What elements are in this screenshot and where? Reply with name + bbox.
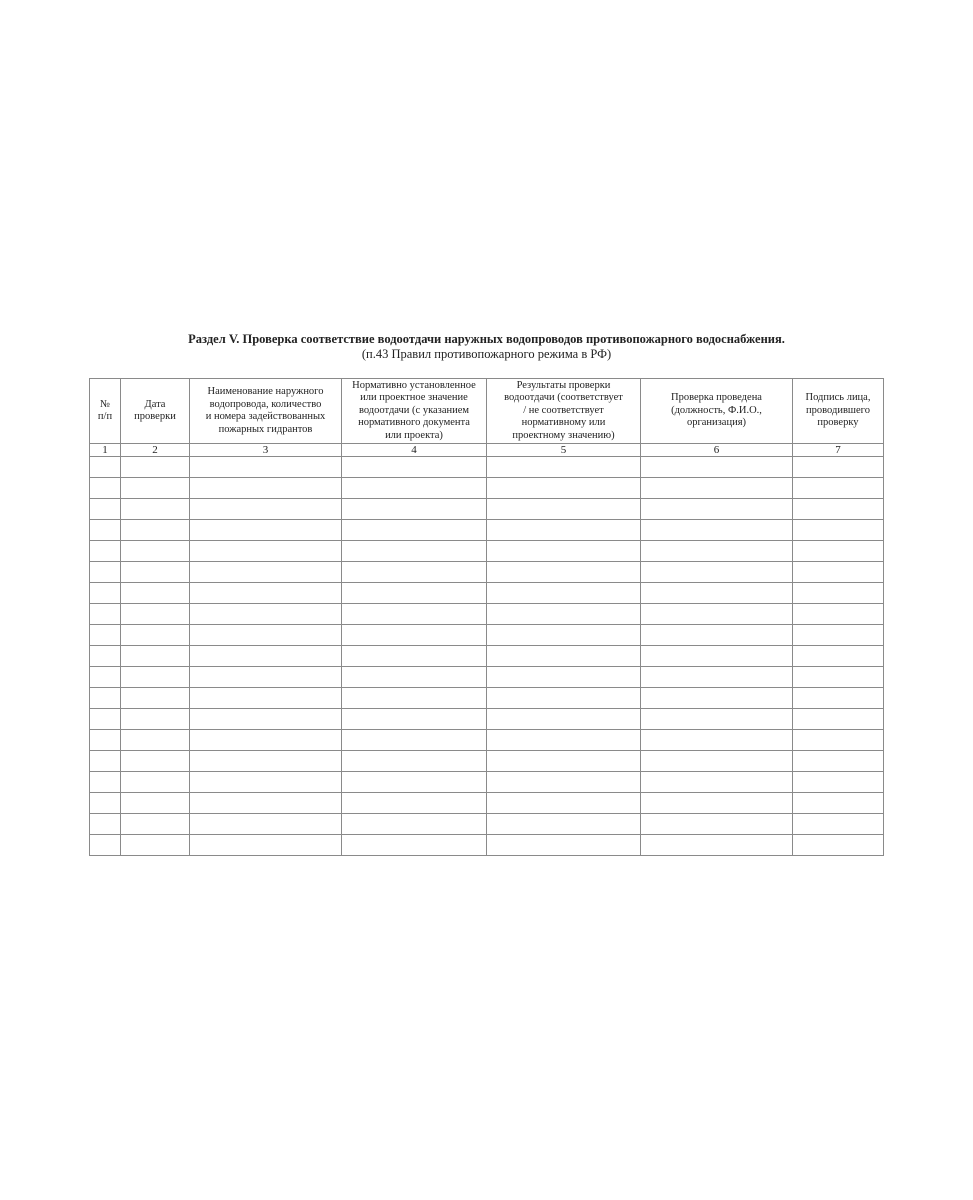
table-cell bbox=[641, 478, 793, 499]
table-row bbox=[90, 835, 884, 856]
table-cell bbox=[342, 667, 487, 688]
section-title: Раздел V. Проверка соответствие водоотдачи наружных водопроводов противопожарного водоснабжения. bbox=[188, 332, 785, 346]
table-cell bbox=[121, 583, 190, 604]
table-cell bbox=[342, 688, 487, 709]
table-row bbox=[90, 814, 884, 835]
table-cell bbox=[90, 499, 121, 520]
column-header-label: № п/п bbox=[97, 398, 113, 422]
column-header bbox=[641, 379, 793, 444]
table-cell bbox=[90, 793, 121, 814]
table-cell bbox=[793, 793, 884, 814]
table-cell bbox=[342, 709, 487, 730]
table-cell bbox=[641, 814, 793, 835]
table-cell bbox=[190, 499, 342, 520]
table-row bbox=[90, 478, 884, 499]
table-cell bbox=[641, 625, 793, 646]
table-cell bbox=[793, 478, 884, 499]
table-cell bbox=[487, 835, 641, 856]
table-cell bbox=[487, 646, 641, 667]
table-row bbox=[90, 583, 884, 604]
table-cell bbox=[487, 814, 641, 835]
table-cell bbox=[90, 583, 121, 604]
table-cell bbox=[190, 562, 342, 583]
table-cell bbox=[121, 793, 190, 814]
table-row bbox=[90, 499, 884, 520]
table-cell bbox=[342, 793, 487, 814]
table-cell bbox=[793, 457, 884, 478]
table-cell bbox=[342, 562, 487, 583]
table-cell bbox=[641, 709, 793, 730]
table-cell bbox=[641, 772, 793, 793]
table-row bbox=[90, 730, 884, 751]
table-cell bbox=[190, 709, 342, 730]
table-cell bbox=[190, 646, 342, 667]
table-cell bbox=[487, 709, 641, 730]
table-cell bbox=[90, 646, 121, 667]
table-cell bbox=[487, 562, 641, 583]
table-cell bbox=[487, 751, 641, 772]
table-cell bbox=[487, 772, 641, 793]
column-header-label: Подпись лица, проводившего проверку bbox=[805, 392, 871, 429]
table-row bbox=[90, 625, 884, 646]
column-number-row bbox=[90, 444, 884, 457]
table-cell bbox=[190, 541, 342, 562]
column-header bbox=[90, 379, 121, 444]
table-cell bbox=[487, 478, 641, 499]
table-cell bbox=[641, 688, 793, 709]
table-cell bbox=[190, 625, 342, 646]
table-cell bbox=[487, 499, 641, 520]
column-number: 7 bbox=[793, 444, 884, 457]
table-cell bbox=[342, 814, 487, 835]
table-cell bbox=[190, 688, 342, 709]
table-row bbox=[90, 604, 884, 625]
column-header-label: Результаты проверки водоотдачи (соответствует / не соответствует нормативному или проектному значению) bbox=[504, 379, 623, 441]
table-cell bbox=[90, 457, 121, 478]
table-cell bbox=[641, 667, 793, 688]
table-cell bbox=[121, 772, 190, 793]
table-row bbox=[90, 709, 884, 730]
table-cell bbox=[342, 625, 487, 646]
table-cell bbox=[641, 604, 793, 625]
table-cell bbox=[793, 520, 884, 541]
table-cell bbox=[90, 772, 121, 793]
table-cell bbox=[121, 499, 190, 520]
table-cell bbox=[641, 646, 793, 667]
table-cell bbox=[190, 835, 342, 856]
table-cell bbox=[90, 709, 121, 730]
table-cell bbox=[190, 520, 342, 541]
table-cell bbox=[190, 793, 342, 814]
table-cell bbox=[342, 730, 487, 751]
table-cell bbox=[121, 667, 190, 688]
table-cell bbox=[793, 751, 884, 772]
table-cell bbox=[190, 814, 342, 835]
table-row bbox=[90, 520, 884, 541]
table-cell bbox=[190, 751, 342, 772]
column-header-label: Проверка проведена (должность, Ф.И.О., организация) bbox=[671, 392, 762, 429]
section-subtitle: (п.43 Правил противопожарного режима в РФ) bbox=[361, 347, 612, 361]
table-cell bbox=[342, 751, 487, 772]
column-header-label: Дата проверки bbox=[134, 398, 176, 422]
table-cell bbox=[793, 772, 884, 793]
table-cell bbox=[121, 835, 190, 856]
table-cell bbox=[487, 793, 641, 814]
table-cell bbox=[342, 457, 487, 478]
table-row bbox=[90, 541, 884, 562]
table-cell bbox=[190, 583, 342, 604]
table-cell bbox=[90, 520, 121, 541]
table-cell bbox=[793, 562, 884, 583]
table-cell bbox=[121, 457, 190, 478]
table-cell bbox=[342, 478, 487, 499]
table-cell bbox=[90, 667, 121, 688]
table-cell bbox=[793, 709, 884, 730]
table-row bbox=[90, 751, 884, 772]
column-header-label: Нормативно установленное или проектное значение водоотдачи (с указанием нормативного документа или проекта) bbox=[352, 379, 476, 441]
table-cell bbox=[641, 562, 793, 583]
table-cell bbox=[793, 730, 884, 751]
table-row bbox=[90, 793, 884, 814]
table-cell bbox=[342, 646, 487, 667]
table-cell bbox=[487, 520, 641, 541]
table-cell bbox=[90, 562, 121, 583]
table-cell bbox=[487, 604, 641, 625]
table-cell bbox=[190, 667, 342, 688]
column-header-label: Наименование наружного водопровода, количество и номера задействованных пожарных гидрантов bbox=[205, 386, 326, 435]
table-cell bbox=[342, 772, 487, 793]
table-cell bbox=[342, 583, 487, 604]
table-cell bbox=[793, 688, 884, 709]
table-cell bbox=[90, 478, 121, 499]
table-cell bbox=[641, 457, 793, 478]
table-cell bbox=[121, 625, 190, 646]
column-header bbox=[487, 379, 641, 444]
title-block bbox=[0, 332, 973, 362]
table-body bbox=[90, 457, 884, 856]
table-row bbox=[90, 688, 884, 709]
table-cell bbox=[90, 604, 121, 625]
table-cell bbox=[121, 688, 190, 709]
table-row bbox=[90, 667, 884, 688]
table-cell bbox=[487, 541, 641, 562]
table-cell bbox=[190, 730, 342, 751]
table-cell bbox=[121, 604, 190, 625]
table-cell bbox=[190, 457, 342, 478]
table-cell bbox=[342, 541, 487, 562]
table-cell bbox=[793, 835, 884, 856]
header-row bbox=[90, 379, 884, 444]
column-header bbox=[342, 379, 487, 444]
table-cell bbox=[793, 625, 884, 646]
table-cell bbox=[793, 646, 884, 667]
column-header bbox=[190, 379, 342, 444]
table-cell bbox=[121, 646, 190, 667]
table-cell bbox=[641, 835, 793, 856]
table-row bbox=[90, 772, 884, 793]
inspection-log-table bbox=[89, 378, 884, 856]
table-cell bbox=[342, 520, 487, 541]
table-cell bbox=[121, 541, 190, 562]
table-cell bbox=[487, 625, 641, 646]
table-cell bbox=[641, 793, 793, 814]
table-cell bbox=[641, 541, 793, 562]
table-cell bbox=[121, 562, 190, 583]
table-cell bbox=[90, 751, 121, 772]
column-number: 2 bbox=[121, 444, 190, 457]
table-cell bbox=[793, 667, 884, 688]
table-cell bbox=[121, 709, 190, 730]
table-cell bbox=[487, 583, 641, 604]
column-number: 3 bbox=[190, 444, 342, 457]
table-cell bbox=[641, 730, 793, 751]
table-cell bbox=[342, 499, 487, 520]
column-number: 4 bbox=[342, 444, 487, 457]
table-cell bbox=[487, 730, 641, 751]
table-cell bbox=[190, 772, 342, 793]
table-cell bbox=[90, 688, 121, 709]
table-cell bbox=[90, 814, 121, 835]
table-cell bbox=[487, 688, 641, 709]
table-cell bbox=[793, 814, 884, 835]
table-cell bbox=[641, 520, 793, 541]
table-cell bbox=[121, 520, 190, 541]
table-cell bbox=[641, 499, 793, 520]
column-number: 6 bbox=[641, 444, 793, 457]
column-header bbox=[793, 379, 884, 444]
table-cell bbox=[121, 478, 190, 499]
table-cell bbox=[121, 751, 190, 772]
column-number: 1 bbox=[90, 444, 121, 457]
table-cell bbox=[793, 541, 884, 562]
table-cell bbox=[121, 730, 190, 751]
table-cell bbox=[487, 457, 641, 478]
table-cell bbox=[793, 604, 884, 625]
table-row bbox=[90, 457, 884, 478]
table-cell bbox=[342, 835, 487, 856]
table-cell bbox=[641, 583, 793, 604]
table-row bbox=[90, 646, 884, 667]
table-cell bbox=[90, 625, 121, 646]
table-row bbox=[90, 562, 884, 583]
table-cell bbox=[641, 751, 793, 772]
table-cell bbox=[90, 730, 121, 751]
column-number: 5 bbox=[487, 444, 641, 457]
table-cell bbox=[190, 604, 342, 625]
table-cell bbox=[793, 499, 884, 520]
table-cell bbox=[793, 583, 884, 604]
table-cell bbox=[342, 604, 487, 625]
table-cell bbox=[90, 541, 121, 562]
table-cell bbox=[90, 835, 121, 856]
table-cell bbox=[121, 814, 190, 835]
column-header bbox=[121, 379, 190, 444]
table-cell bbox=[190, 478, 342, 499]
table-cell bbox=[487, 667, 641, 688]
